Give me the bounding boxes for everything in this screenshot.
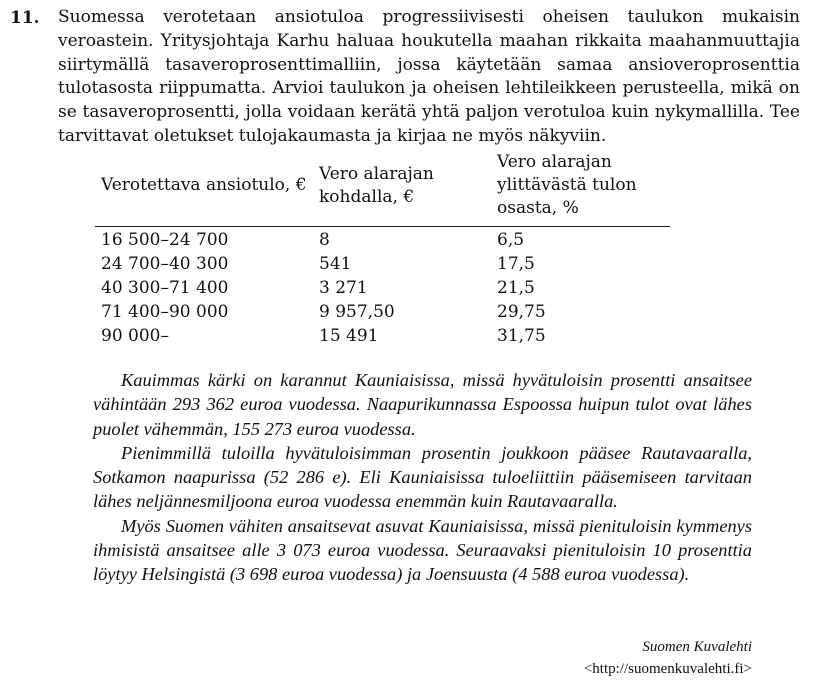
source-url: <http://suomenkuvalehti.fi> <box>583 661 752 677</box>
marginal-rate: 17,5 <box>497 253 535 274</box>
marginal-rate: 6,5 <box>497 229 525 250</box>
table-row <box>95 252 670 276</box>
table-header-row <box>95 151 670 227</box>
table-row <box>95 300 670 324</box>
excerpt-paragraph: Myös Suomen vähiten ansaitsevat asuvat Kauniaisissa, missä pienituloisin kymmenys ihmisistä ansaitsee alle 3 073 euroa vuodessa. Seuraavaksi pienituloisin 10 prosenttia löytyy Helsingistä (3 698 euroa vuodessa) ja Joensuusta (4 588 euroa vuodessa). <box>93 515 752 585</box>
tax-table <box>95 151 670 348</box>
base-tax: 8 <box>319 229 330 250</box>
income-range: 90 000– <box>101 325 169 346</box>
header-taxable-income: Verotettava ansiotulo, € <box>95 151 313 227</box>
problem-number: 11. <box>10 8 40 28</box>
marginal-rate: 31,75 <box>497 325 546 346</box>
base-tax: 15 491 <box>319 325 379 346</box>
income-range: 71 400–90 000 <box>101 301 229 322</box>
income-range: 24 700–40 300 <box>101 253 229 274</box>
header-tax-at-lower-limit: Vero alarajan kohdalla, € <box>313 151 491 227</box>
header-rate-above-limit: Vero alarajan ylittävästä tulon osasta, % <box>491 151 670 227</box>
marginal-rate: 29,75 <box>497 301 546 322</box>
source-citation <box>584 636 752 680</box>
marginal-rate: 21,5 <box>497 277 535 298</box>
base-tax: 9 957,50 <box>319 301 395 322</box>
source-name: Suomen Kuvalehti <box>642 639 752 655</box>
base-tax: 3 271 <box>319 277 368 298</box>
problem-text: Suomessa verotetaan ansiotuloa progressiivisesti oheisen taulukon mukaisin veroastein. Yritysjohtaja Karhu haluaa houkutella maahan rikkaita maahanmuuttajia siirtymällä tasaveroprosenttimalliin, jossa käytetään samaa ansioveroprosenttia tulotasosta riippumatta. Arvioi taulukon ja oheisen lehtileikkeen perusteella, mikä on se tasaveroprosentti, jolla voidaan kerätä yhtä paljon verotuloa kuin nykymallilla. Tee tarvittavat oletukset tulojakaumasta ja kirjaa ne myös näkyviin. <box>58 7 800 146</box>
newspaper-excerpt <box>93 368 752 587</box>
income-range: 16 500–24 700 <box>101 229 229 250</box>
excerpt-paragraph: Pienimmillä tuloilla hyvätuloisimman prosentin joukkoon pääsee Rautavaaralla, Sotkamon naapurissa (52 286 e). Eli Kauniaisissa tuloeliittiin pääsemiseen tarvitaan lähes neljännesmiljoona euroa vuodessa enemmän kuin Rautavaaralla. <box>93 442 752 512</box>
base-tax: 541 <box>319 253 352 274</box>
table-row <box>95 227 670 253</box>
table-row <box>95 324 670 348</box>
excerpt-paragraph: Kauimmas kärki on karannut Kauniaisissa, missä hyvätuloisin prosentti ansaitsee vähintään 293 362 euroa vuodessa. Naapurikunnassa Espoossa huipun tulot ovat lähes puolet vähemmän, 155 273 euroa vuodessa. <box>93 370 752 439</box>
income-range: 40 300–71 400 <box>101 277 229 298</box>
table-row <box>95 276 670 300</box>
